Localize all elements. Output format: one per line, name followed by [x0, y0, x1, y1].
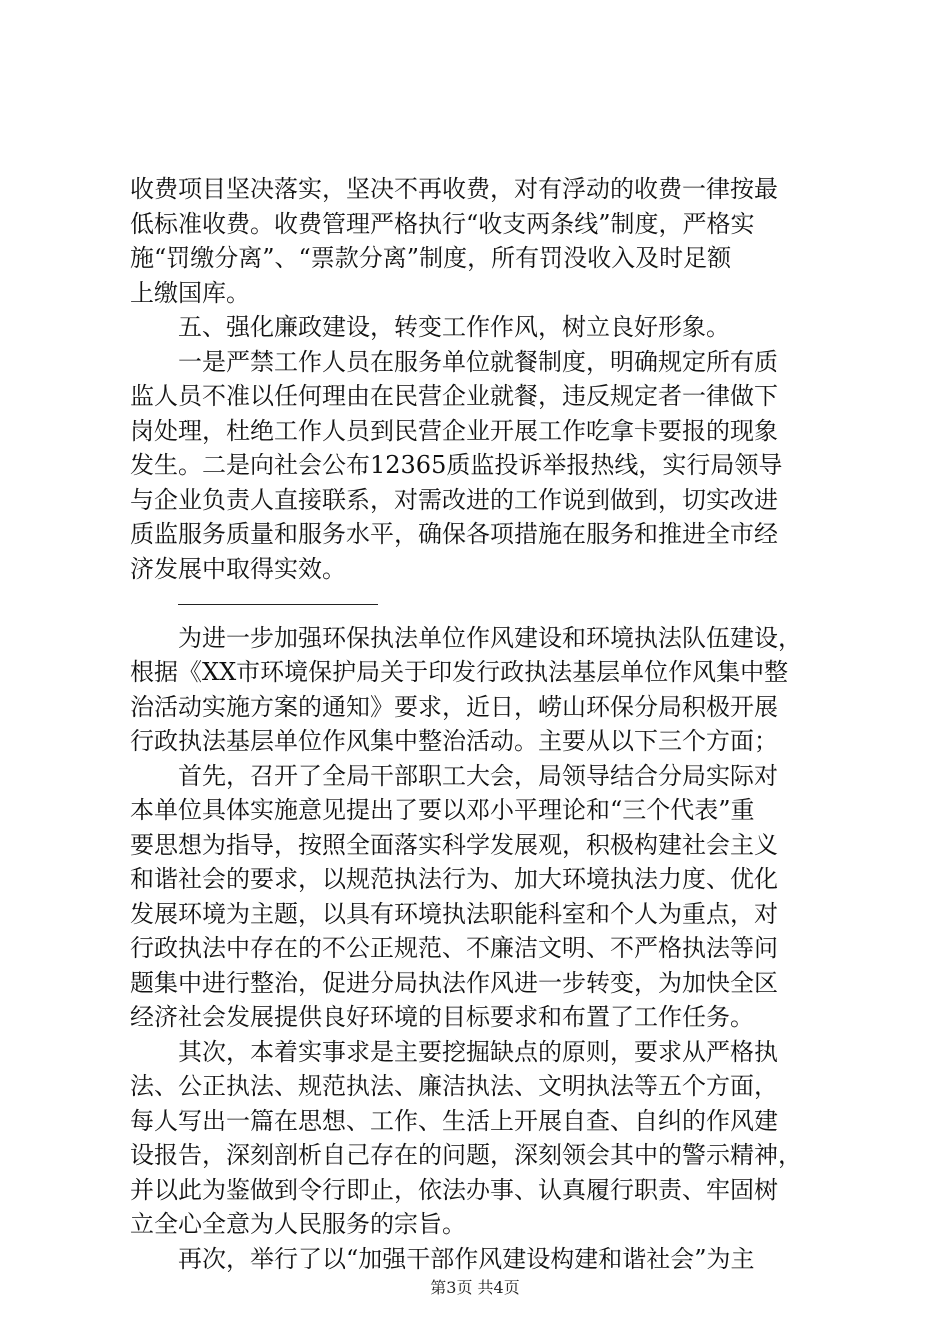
divider-rule	[178, 604, 378, 605]
text-line: 并以此为鉴做到令行即止，依法办事、认真履行职责、牢固树	[130, 1175, 778, 1204]
text-line: 每人写出一篇在思想、工作、生活上开展自查、自纠的作风建	[130, 1106, 778, 1135]
text-line: 一是严禁工作人员在服务单位就餐制度，明确规定所有质	[178, 347, 778, 376]
text-line: 本单位具体实施意见提出了要以邓小平理论和“三个代表”重	[130, 796, 755, 824]
text-line: 首先，召开了全局干部职工大会，局领导结合分局实际对	[178, 761, 778, 790]
text-line: 要思想为指导，按照全面落实科学发展观，积极构建社会主义	[130, 830, 778, 859]
text-line: 根据《XX市环境保护局关于印发行政执法基层单位作风集中整	[130, 658, 789, 686]
page-footer	[0, 1275, 950, 1298]
text-line: 设报告，深刻剖析自己存在的问题，深刻领会其中的警示精神，	[130, 1141, 802, 1169]
text-line: 收费项目坚决落实，坚决不再收费，对有浮动的收费一律按最	[130, 175, 778, 203]
text-line: 治活动实施方案的通知》要求，近日，崂山环保分局积极开展	[130, 692, 778, 721]
text-line: 与企业负责人直接联系，对需改进的工作说到做到，切实改进	[130, 485, 778, 514]
text-line: 监人员不准以任何理由在民营企业就餐，违反规定者一律做下	[130, 382, 778, 410]
text-line: 行政执法中存在的不公正规范、不廉洁文明、不严格执法等问	[130, 934, 778, 962]
text-line: 质监服务质量和服务水平，确保各项措施在服务和推进全市经	[130, 520, 778, 548]
text-line: 为进一步加强环保执法单位作风建设和环境执法队伍建设，	[178, 623, 802, 652]
page-number: 第3页 共4页	[430, 1278, 520, 1297]
text-line: 发展环境为主题，以具有环境执法职能科室和个人为重点，对	[130, 899, 778, 928]
section-heading: 五、强化廉政建设，转变工作作风，树立良好形象。	[178, 313, 730, 341]
section-divider	[130, 586, 830, 621]
text-line: 题集中进行整治，促进分局执法作风进一步转变，为加快全区	[130, 968, 778, 997]
text-line: 法、公正执法、规范执法、廉洁执法、文明执法等五个方面，	[130, 1072, 778, 1100]
text-line: 经济社会发展提供良好环境的目标要求和布置了工作任务。	[130, 1003, 754, 1031]
text-line: 上缴国库。	[130, 278, 250, 307]
text-line: 行政执法基层单位作风集中整治活动。主要从以下三个方面；	[130, 727, 778, 755]
text-line: 再次，举行了以“加强干部作风建设构建和谐社会”为主	[178, 1244, 755, 1273]
text-line: 济发展中取得实效。	[130, 554, 346, 583]
text-line: 施“罚缴分离”、“票款分离”制度，所有罚没收入及时足额	[130, 244, 732, 272]
document-body	[130, 172, 830, 1276]
text-line: 低标准收费。收费管理严格执行“收支两条线”制度，严格实	[130, 209, 755, 238]
text-line: 发生。二是向社会公布12365质监投诉举报热线，实行局领导	[130, 451, 783, 479]
text-line: 立全心全意为人民服务的宗旨。	[130, 1210, 466, 1238]
text-line: 其次，本着实事求是主要挖掘缺点的原则，要求从严格执	[178, 1037, 778, 1066]
text-line: 和谐社会的要求，以规范执法行为、加大环境执法力度、优化	[130, 865, 778, 893]
text-line: 岗处理，杜绝工作人员到民营企业开展工作吃拿卡要报的现象	[130, 416, 778, 445]
